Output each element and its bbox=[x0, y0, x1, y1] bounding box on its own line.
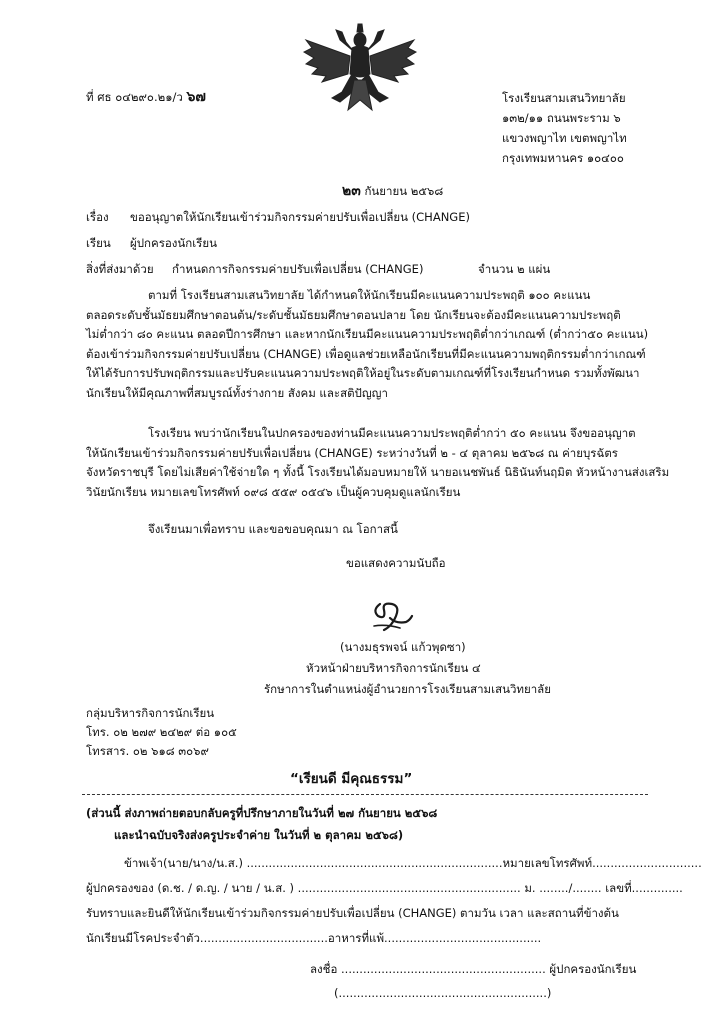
address-line: โรงเรียนสามเสนวิทยาลัย bbox=[502, 91, 626, 105]
closing-line: จึงเรียนมาเพื่อทราบ และขอขอบคุณมา ณ โอกาสนี้ bbox=[148, 522, 398, 536]
regards-line: ขอแสดงความนับถือ bbox=[346, 556, 446, 570]
date-month-year: กันยายน ๒๕๖๘ bbox=[364, 184, 444, 198]
parent-name-field[interactable]: ข้าพเจ้า(นาย/นาง/น.ส.) ......................................................................หมายเลขโทรศัพท์.............................. bbox=[124, 856, 702, 870]
paragraph-line: ให้นักเรียนเข้าร่วมกิจกรรมค่ายปรับเพื่อเปลี่ยน (CHANGE) ระหว่างวันที่ ๒ - ๔ ตุลาคม ๒๕๖๘ ณ ค่ายบุรฉัตร bbox=[86, 445, 618, 460]
handwritten-signature bbox=[366, 596, 414, 636]
recipient-label: เรียน bbox=[86, 236, 111, 250]
paragraph-line: ตลอดระดับชั้นมัธยมศึกษาตอนต้น/ระดับชั้นมัธยมศึกษาตอนปลาย โดย นักเรียนจะต้องมีคะแนนความประพฤติ bbox=[86, 307, 621, 322]
letter-date bbox=[342, 184, 443, 199]
paragraph-line: ต้องเข้าร่วมกิจกรรมค่ายปรับเปลี่ยน (CHANGE) เพื่อดูแลช่วยเหลือนักเรียนที่มีคะแนนความพฤติกรรมต่ำกว่าเกณฑ์ bbox=[86, 346, 646, 361]
paragraph-line: ตามที่ โรงเรียนสามเสนวิทยาลัย ได้กำหนดให้นักเรียนมีคะแนนความประพฤติ ๑๐๐ คะแนน bbox=[148, 288, 591, 302]
reference-number bbox=[86, 90, 206, 105]
enclosure-text: กำหนดการกิจกรรมค่ายปรับเพื่อเปลี่ยน (CHANGE) bbox=[172, 262, 424, 276]
cut-line-divider bbox=[82, 794, 648, 795]
date-handwritten-day: ๒๓ bbox=[342, 183, 361, 199]
recipient-text: ผู้ปกครองนักเรียน bbox=[130, 236, 217, 250]
sign-dots-field[interactable]: ........................................................ bbox=[341, 962, 546, 976]
contact-department: กลุ่มบริหารกิจการนักเรียน bbox=[86, 706, 215, 720]
enclosure-label: สิ่งที่ส่งมาด้วย bbox=[86, 262, 154, 276]
reference-prefix: ที่ ศธ ๐๔๒๙๐.๒๑/ว bbox=[86, 90, 183, 104]
school-motto: “เรียนดี มีคุณธรรม” bbox=[290, 771, 413, 787]
school-address bbox=[502, 88, 627, 168]
contact-phone: โทร. ๐๒ ๒๗๙ ๒๔๒๙ ต่อ ๑๐๕ bbox=[86, 725, 237, 739]
subject-label: เรื่อง bbox=[86, 210, 109, 224]
paragraph-line: วินัยนักเรียน หมายเลขโทรศัพท์ ๐๙๘ ๕๕๙ ๐๕๔๖ เป็นผู้ควบคุมดูแลนักเรียน bbox=[86, 484, 461, 499]
address-line: ๑๓๒/๑๑ ถนนพระราม ๖ bbox=[502, 111, 621, 125]
reply-slip-heading-2: และนำฉบับจริงส่งครูประจำค่าย ในวันที่ ๒ ตุลาคม ๒๕๖๘) bbox=[114, 828, 404, 842]
paragraph-line: โรงเรียน พบว่านักเรียนในปกครองของท่านมีคะแนนความประพฤติต่ำกว่า ๕๐ คะแนน จึงขออนุญาต bbox=[148, 426, 636, 440]
paragraph-line: ให้ได้รับการปรับพฤติกรรมและปรับคะแนนความประพฤติให้อยู่ในระดับตามเกณฑ์ที่โรงเรียนกำหนด รวมทั้งพัฒนา bbox=[86, 366, 640, 380]
contact-fax: โทรสาร. ๐๒ ๖๑๘ ๓๐๖๙ bbox=[86, 744, 209, 758]
paragraph-line: นักเรียนให้มีคุณภาพที่สมบูรณ์ทั้งร่างกาย สังคม และสติปัญญา bbox=[86, 385, 388, 400]
signer-name: (นางมธุรพจน์ แก้วพุดซา) bbox=[340, 640, 466, 654]
subject-text: ขออนุญาตให้นักเรียนเข้าร่วมกิจกรรมค่ายปรับเพื่อเปลี่ยน (CHANGE) bbox=[130, 210, 470, 224]
body-paragraph-2 bbox=[86, 424, 670, 502]
contact-block bbox=[86, 704, 237, 761]
paragraph-line: ไม่ต่ำกว่า ๘๐ คะแนน ตลอดปีการศึกษา และหากนักเรียนมีคะแนนความประพฤติต่ำกว่าเกณฑ์ (ต่ำกว่า๕๐ คะแนน) bbox=[86, 327, 649, 341]
sign-label: ลงชื่อ bbox=[310, 962, 338, 976]
student-name-field[interactable]: ผู้ปกครองของ (ด.ช. / ด.ญ. / นาย / น.ส. ) ............................................................. ม. ......../........ เลขที่.............. bbox=[86, 881, 683, 895]
signer-title-1: หัวหน้าฝ่ายบริหารกิจการนักเรียน ๔ bbox=[306, 661, 481, 675]
reference-handwritten-number: ๖๗ bbox=[186, 89, 206, 105]
address-line: แขวงพญาไท เขตพญาไท bbox=[502, 131, 627, 145]
address-line: กรุงเทพมหานคร ๑๐๔๐๐ bbox=[502, 151, 624, 165]
enclosure-quantity: จำนวน ๒ แผ่น bbox=[478, 262, 551, 276]
parent-signature-line bbox=[310, 962, 636, 977]
garuda-emblem bbox=[302, 22, 418, 114]
health-info-field[interactable]: นักเรียนมีโรคประจำตัว...................................อาหารที่แพ้........................................... bbox=[86, 931, 542, 945]
signer-title-2: รักษาการในตำแหน่งผู้อำนวยการโรงเรียนสามเสนวิทยาลัย bbox=[264, 682, 551, 696]
body-paragraph-1 bbox=[86, 286, 649, 403]
reply-slip-heading-1: (ส่วนนี้ ส่งภาพถ่ายตอบกลับครูที่ปรึกษาภายในวันที่ ๒๗ กันยายน ๒๕๖๘ bbox=[86, 806, 438, 820]
paragraph-line: จังหวัดราชบุรี โดยไม่เสียค่าใช้จ่ายใด ๆ ทั้งนี้ โรงเรียนได้มอบหมายให้ นายอเนชพันธ์ นิธินันท์นฤมิต หัวหน้างานส่งเสริม bbox=[86, 465, 670, 479]
sign-role: ผู้ปกครองนักเรียน bbox=[549, 962, 637, 976]
consent-statement: รับทราบและยินดีให้นักเรียนเข้าร่วมกิจกรรมค่ายปรับเพื่อเปลี่ยน (CHANGE) ตามวัน เวลา และสถานที่ข้างต้น bbox=[86, 906, 619, 920]
parent-printed-name-field[interactable]: (.........................................................) bbox=[334, 986, 552, 1000]
